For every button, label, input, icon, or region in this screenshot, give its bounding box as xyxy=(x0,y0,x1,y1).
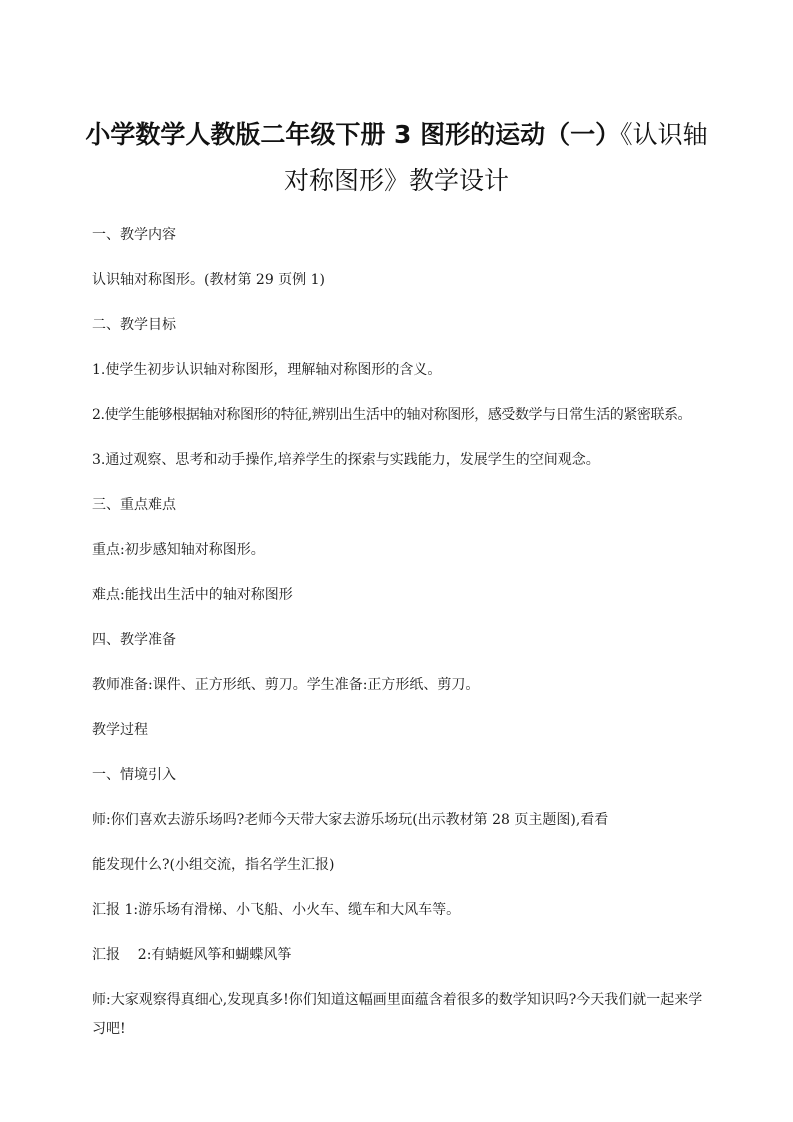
section-heading-goals: 二、教学目标 xyxy=(92,317,176,333)
goal-item-1: 1.使学生初步认识轴对称图形，理解轴对称图形的含义。 xyxy=(92,362,442,378)
dialogue-line: 师:你们喜欢去游乐场吗?老师今天带大家去游乐场玩(出示教材第 28 页主题图),看看 xyxy=(92,812,609,828)
difficult-point: 难点:能找出生活中的轴对称图形 xyxy=(92,587,293,603)
goal-item-3: 3.通过观察、思考和动手操作,培养学生的探索与实践能力，发展学生的空间观念。 xyxy=(92,452,600,468)
section-heading-intro: 一、情境引入 xyxy=(92,767,176,783)
dialogue-paragraph: 师:大家观察得真细心,发现真多!你们知道这幅画里面蕴含着很多的数学知识吗?今天我们就一起来学习吧! xyxy=(92,992,703,1037)
section-heading-preparation: 四、教学准备 xyxy=(92,632,176,648)
section-heading-content: 一、教学内容 xyxy=(92,227,176,243)
section-heading-key-points: 三、重点难点 xyxy=(92,497,176,513)
preparation-text: 教师准备:课件、正方形纸、剪刀。学生准备:正方形纸、剪刀。 xyxy=(92,677,480,693)
key-point: 重点:初步感知轴对称图形。 xyxy=(92,542,265,558)
paragraph: 认识轴对称图形。(教材第 29 页例 1) xyxy=(92,272,325,288)
title-part-2: 《认识轴 xyxy=(620,120,708,149)
title-part-1: 小学数学人教版二年级下册 3 图形的运动（一） xyxy=(85,120,621,149)
title-line-2: 对称图形》教学设计 xyxy=(283,166,509,195)
report-2: 汇报 2:有蜻蜓风筝和蝴蝶风筝 xyxy=(92,947,292,963)
goal-item-2: 2.使学生能够根据轴对称图形的特征,辨别出生活中的轴对称图形，感受数学与日常生活的紧密联系。 xyxy=(92,407,692,423)
document-title xyxy=(60,112,733,204)
title-line-1 xyxy=(60,112,733,158)
section-heading-process: 教学过程 xyxy=(92,722,148,738)
dialogue-line: 能发现什么?(小组交流，指名学生汇报) xyxy=(92,857,335,873)
report-1: 汇报 1:游乐场有滑梯、小飞船、小火车、缆车和大风车等。 xyxy=(92,902,461,918)
